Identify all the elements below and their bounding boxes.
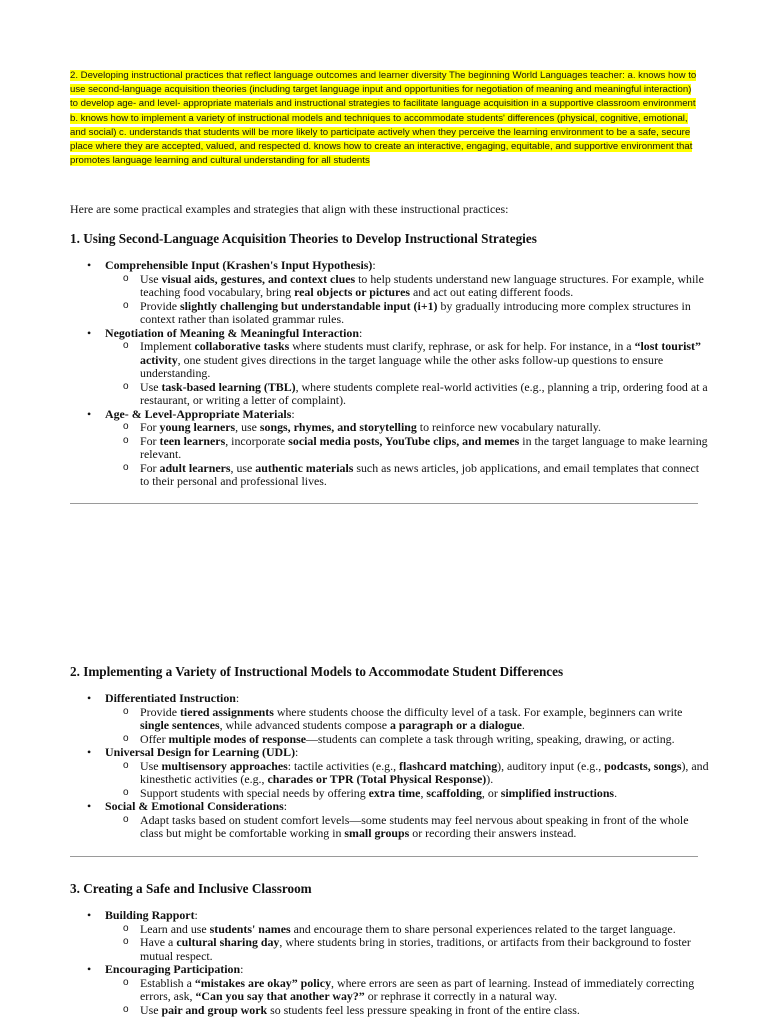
- bullet-item: • Age- & Level-Appropriate Materials: o For young learners, use songs, rhymes, and storytelling to reinforce new vocabulary naturally. o For teen learners, incorporate social media posts, YouTube clips, and memes in the target language to make learning relevant. o For adult learners, use authentic materials such as news articles, job applications, and email templates that connect to their personal and professional lives.: [70, 408, 710, 489]
- sub-bullet-item: [105, 1004, 710, 1018]
- bullet-item: • Comprehensible Input (Krashen's Input Hypothesis): o Use visual aids, gestures, and context clues to help students understand new language structures. For example, while teaching food vocabulary, bring real objects or pictures and act out eating different foods. o Provide slightly challenging but understandable input (i+1) by gradually introducing more complex structures in context rather than isolated grammar rules.: [70, 259, 710, 327]
- text-run: For: [140, 420, 160, 434]
- bold-text: collaborative tasks: [194, 339, 290, 353]
- text-run: where students choose the difficulty level of a task. For example, beginners can write: [273, 704, 683, 719]
- highlighted-standard: [70, 69, 702, 168]
- bold-text: young learners: [159, 420, 236, 434]
- bullet-label: Differentiated Instruction: [105, 691, 236, 705]
- bold-text: teen learners: [159, 433, 226, 448]
- text-run: For: [140, 433, 160, 448]
- bullet-item: • Negotiation of Meaning & Meaningful Interaction: o Implement collaborative tasks where students must clarify, rephrase, or ask for help. For instance, in a “lost tourist” activity, one student gives directions in the target language while the other asks follow-up questions to ensure understanding. o Use task-based learning (TBL), where students complete real-world activities (e.g., planning a trip, ordering food at a restaurant, or writing a letter of complaint).: [70, 327, 710, 408]
- bold-text: songs, rhymes, and storytelling: [259, 420, 417, 434]
- sub-list: [105, 421, 710, 489]
- text-run: Use: [140, 379, 162, 394]
- sub-list: [105, 977, 710, 1018]
- sub-list: [105, 340, 710, 408]
- text-run: to help students understand new language structures. For example, while teaching food vocabulary, bring: [140, 271, 704, 299]
- bold-text: students' names: [209, 921, 291, 936]
- text-run: Learn and use: [140, 921, 210, 936]
- sub-list: [105, 760, 710, 801]
- text-run: , where errors are seen as part of learning. Instead of immediately correcting errors, ask,: [140, 975, 695, 1003]
- bold-text: pair and group work: [161, 1002, 268, 1017]
- sub-bullet-item: [105, 936, 710, 963]
- bullet-label: Universal Design for Learning (UDL): [105, 745, 296, 759]
- text-run: , one student gives directions in the target language while the other asks follow-up questions to ensure understanding.: [140, 352, 664, 380]
- intro-paragraph: Here are some practical examples and strategies that align with these instructional practices:: [70, 202, 509, 216]
- text-run: Implement: [140, 339, 195, 353]
- sub-bullet-item: [105, 340, 710, 381]
- bold-text: adult learners: [159, 460, 231, 475]
- section-3-heading: 3. Creating a Safe and Inclusive Classroom: [70, 881, 312, 896]
- text-run: and encourage them to share personal experiences related to the target language.: [290, 921, 676, 936]
- bullet-item: • Encouraging Participation: o Establish a “mistakes are okay” policy, where errors are seen as part of learning. Instead of immediately correcting errors, ask, “Can you say that another way?” or rephrase it correctly in a natural way. o Use pair and group work so students feel less pressure speaking in front of the entire class.: [70, 963, 710, 1017]
- bold-text: flashcard matching: [399, 758, 498, 773]
- bullet-label: Comprehensible Input (Krashen's Input Hypothesis): [105, 258, 373, 272]
- bold-text: simplified instructions: [500, 785, 615, 800]
- text-run: ), auditory input (e.g.,: [497, 758, 605, 773]
- text-run: and act out eating different foods.: [410, 285, 574, 299]
- text-run: Offer: [140, 731, 169, 746]
- bold-text: a paragraph or a dialogue: [390, 718, 522, 732]
- section-2-heading: 2. Implementing a Variety of Instructional Models to Accommodate Student Differences: [70, 664, 564, 679]
- text-run: Use: [140, 758, 162, 773]
- text-run: ,: [420, 785, 427, 800]
- text-run: , incorporate: [225, 433, 289, 448]
- bullet-item: • Building Rapport: o Learn and use students' names and encourage them to share personal experiences related to the target language. o Have a cultural sharing day, where students bring in stories, traditions, or artifacts from their background to foster mutual respect.: [70, 909, 710, 963]
- bold-text: small groups: [344, 826, 410, 840]
- bullet-item: • Universal Design for Learning (UDL): o Use multisensory approaches: tactile activities (e.g., flashcard matching), auditory input (e.g., podcasts, songs), and kinesthetic activities (e.g., charades or TPR (Total Physical Response)). o Support students with special needs by offering extra time, scaffolding, or simplified instructions.: [70, 746, 710, 800]
- text-run: Provide: [140, 298, 180, 313]
- text-run: so students feel less pressure speaking in front of the entire class.: [267, 1002, 580, 1017]
- bold-text: “mistakes are okay” policy: [194, 975, 332, 990]
- sub-list: [105, 923, 710, 964]
- sub-bullet-item: [105, 273, 710, 300]
- bold-text: “Can you say that another way?”: [195, 989, 365, 1003]
- text-run: , use: [230, 460, 256, 475]
- sub-bullet-item: [105, 435, 710, 462]
- text-run: ), and kinesthetic activities (e.g.,: [140, 758, 709, 786]
- section-1-heading: 1. Using Second-Language Acquisition Theories to Develop Instructional Strategies: [70, 231, 537, 246]
- bullet-label: Encouraging Participation: [105, 962, 241, 976]
- bold-text: visual aids, gestures, and context clues: [161, 271, 356, 286]
- bold-text: extra time: [368, 785, 421, 800]
- text-run: Establish a: [140, 975, 195, 990]
- bullet-label: Social & Emotional Considerations: [105, 799, 284, 813]
- sub-list: [105, 273, 710, 327]
- text-run: Use: [140, 1002, 162, 1017]
- sub-bullet-item: [105, 787, 710, 801]
- text-run: where students must clarify, rephrase, or ask for help. For instance, in a: [289, 339, 635, 353]
- text-run: by gradually introducing more complex structures in context rather than isolated grammar rules.: [140, 298, 691, 326]
- bold-text: social media posts, YouTube clips, and memes: [288, 433, 520, 448]
- bold-text: charades or TPR (Total Physical Response): [267, 772, 487, 786]
- highlighted-standard-text: 2. Developing instructional practices that reflect language outcomes and learner diversity The beginning World Languages teacher: a. knows how to use second-language acquisition theories (including target language input and opportunities for negotiation of meaning and meaningful interaction) to develop age- and level- appropriate materials and instructional strategies to facilitate language acquisition in a supportive classroom environment b. knows how to implement a variety of instructional models and techniques to accommodate students' differences (physical, cognitive, emotional, and social) c. understands that students will be more likely to participate actively when they perceive the learning environment to be a safe, secure place where they are accepted, valued, and respected d. knows how to create an interactive, engaging, equitable, and supportive environment that promotes language learning and cultural understanding for all students: [70, 70, 697, 167]
- sub-list: [105, 814, 710, 841]
- sub-list: [105, 706, 710, 747]
- horizontal-rule: [70, 503, 698, 504]
- text-run: or rephrase it correctly in a natural way.: [364, 989, 558, 1003]
- bullet-label: Age- & Level-Appropriate Materials: [105, 406, 292, 421]
- bold-text: task-based learning (TBL): [161, 379, 296, 394]
- text-run: , where students bring in stories, traditions, or artifacts from their background to foster mutual respect.: [140, 935, 691, 963]
- section-1-list: [70, 259, 710, 489]
- text-run: Have a: [140, 935, 177, 949]
- text-run: , while advanced students compose: [219, 718, 390, 732]
- section-2-list: [70, 692, 710, 841]
- bold-text: multisensory approaches: [161, 758, 288, 773]
- sub-bullet-item: [105, 733, 710, 747]
- text-run: ).: [486, 772, 494, 786]
- sub-bullet-item: [105, 421, 710, 435]
- bold-text: single sentences: [140, 718, 220, 732]
- bold-text: “lost tourist” activity: [140, 339, 701, 367]
- sub-bullet-item: [105, 462, 710, 489]
- bold-text: slightly challenging but understandable input (i+1): [179, 298, 438, 313]
- sub-bullet-item: [105, 760, 710, 787]
- text-run: Adapt tasks based on student comfort levels—some students may feel nervous about speaking in front of the whole class but might be comfortable working in: [140, 812, 689, 840]
- sub-bullet-item: [105, 923, 710, 937]
- bold-text: multiple modes of response: [168, 731, 307, 746]
- text-run: —students can complete a task through writing, speaking, drawing, or acting.: [306, 731, 675, 746]
- text-run: such as news articles, job applications, and email templates that connect to their personal and professional lives.: [140, 460, 700, 488]
- sub-bullet-item: [105, 381, 710, 408]
- text-run: to reinforce new vocabulary naturally.: [416, 420, 601, 434]
- bold-text: scaffolding: [426, 785, 482, 800]
- bold-text: cultural sharing day: [176, 935, 280, 949]
- bold-text: podcasts, songs: [604, 758, 682, 773]
- sub-bullet-item: [105, 706, 710, 733]
- text-run: Use: [140, 271, 162, 286]
- text-run: Provide: [140, 704, 180, 719]
- text-run: .: [521, 718, 525, 732]
- section-3-list: [70, 909, 710, 1017]
- bullet-label: Building Rapport: [105, 908, 195, 922]
- bold-text: tiered assignments: [179, 704, 274, 719]
- text-run: For: [140, 460, 160, 475]
- text-run: or recording their answers instead.: [409, 826, 577, 840]
- bold-text: authentic materials: [255, 460, 354, 475]
- horizontal-rule: [70, 856, 698, 857]
- sub-bullet-item: [105, 300, 710, 327]
- bullet-label: Negotiation of Meaning & Meaningful Interaction: [105, 325, 359, 340]
- sub-bullet-item: [105, 977, 710, 1004]
- bullet-item: • Social & Emotional Considerations: o Adapt tasks based on student comfort levels—some students may feel nervous about speaking in front of the whole class but might be comfortable working in small groups or recording their answers instead.: [70, 800, 710, 841]
- text-run: .: [614, 785, 618, 800]
- text-run: , or: [481, 785, 501, 800]
- text-run: : tactile activities (e.g.,: [287, 758, 400, 773]
- text-run: , where students complete real-world activities (e.g., planning a trip, ordering food at a restaurant, or writing a letter of complaint).: [140, 379, 708, 407]
- bullet-item: • Differentiated Instruction: o Provide tiered assignments where students choose the difficulty level of a task. For example, beginners can write single sentences, while advanced students compose a paragraph or a dialogue. o Offer multiple modes of response—students can complete a task through writing, speaking, drawing, or acting.: [70, 692, 710, 746]
- text-run: Support students with special needs by offering: [140, 785, 369, 800]
- bold-text: real objects or pictures: [294, 285, 411, 299]
- text-run: , use: [235, 420, 260, 434]
- text-run: in the target language to make learning relevant.: [140, 433, 708, 461]
- sub-bullet-item: [105, 814, 710, 841]
